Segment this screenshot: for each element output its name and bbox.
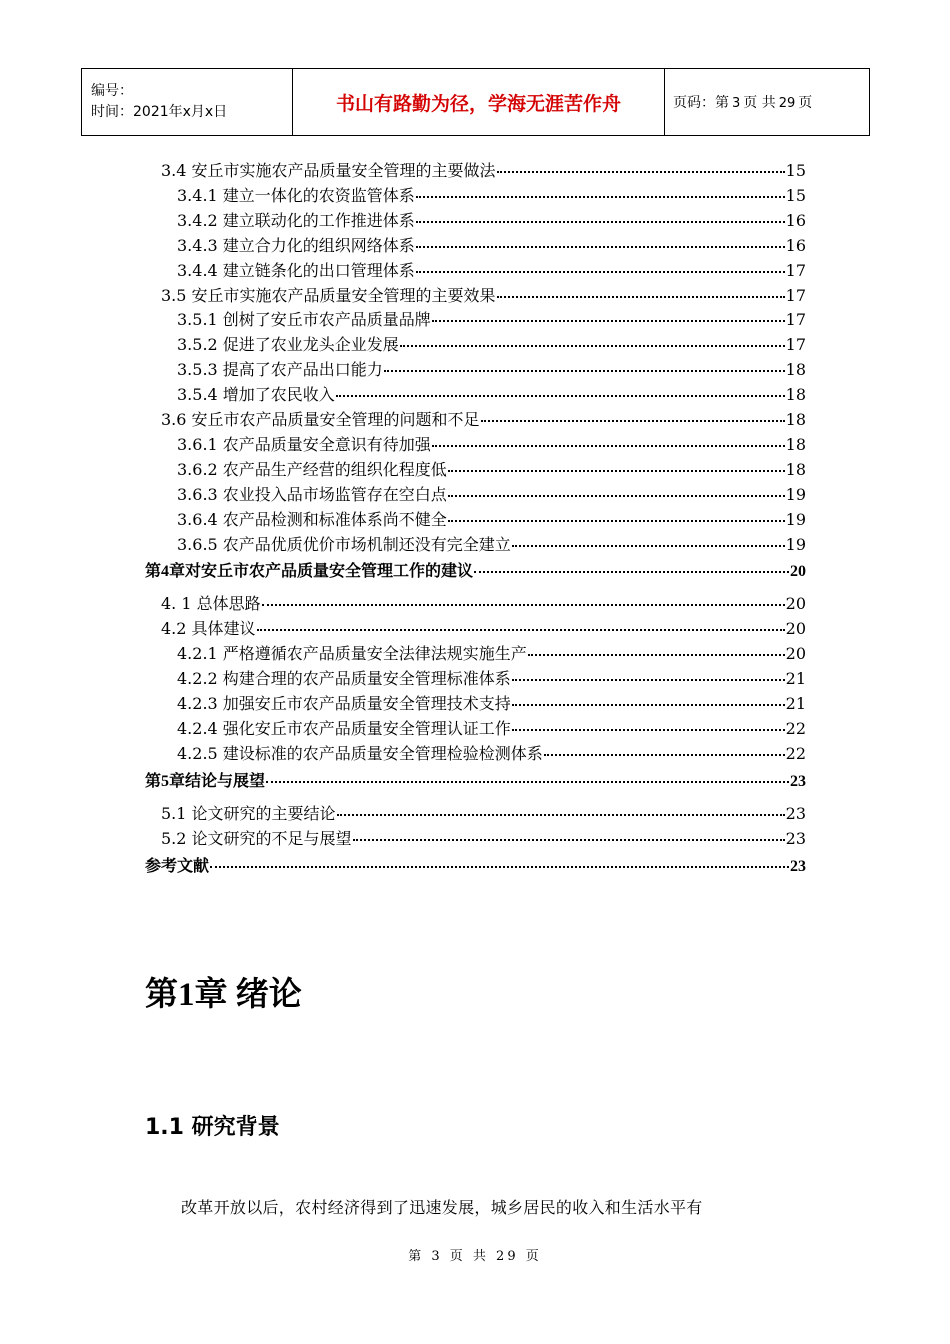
toc-entry-page: 18 (785, 434, 806, 454)
toc-entry-title: 4.2.5 建设标准的农产品质量安全管理检验检测体系 (177, 743, 543, 763)
toc-dot-leader (262, 604, 785, 606)
toc-entry-page: 17 (785, 310, 806, 330)
page-footer: 第 3 页 共 29 页 (408, 1249, 542, 1264)
toc-entry-page: 17 (785, 260, 806, 280)
toc-entry-page: 22 (785, 718, 806, 738)
toc-entry-title: 4. 1 总体思路 (161, 594, 261, 614)
toc-entry-title: 第4章对安丘市农产品质量安全管理工作的建议 (145, 563, 474, 581)
toc-entry[interactable] (177, 434, 806, 456)
toc-entry-page: 18 (785, 410, 806, 429)
toc-dot-leader (210, 866, 789, 868)
toc-entry[interactable] (177, 210, 806, 232)
toc-dot-leader (448, 470, 785, 472)
toc-entry-page: 18 (785, 360, 806, 380)
toc-dot-leader (448, 520, 785, 522)
toc-entry[interactable] (145, 771, 806, 793)
header-motto: 书山有路勤为径，学海无涯苦作舟 (293, 69, 665, 136)
toc-dot-leader (416, 221, 785, 223)
section-title: 1.1 研究背景 (145, 1115, 280, 1140)
toc-entry-title: 3.6.5 农产品优质优价市场机制还没有完全建立 (177, 534, 511, 554)
toc-entry-page: 16 (785, 210, 806, 230)
toc-entry-page: 15 (785, 185, 806, 205)
toc-entry[interactable] (177, 643, 806, 665)
toc-entry-title: 4.2 具体建议 (161, 619, 256, 639)
toc-dot-leader (400, 345, 785, 347)
toc-entry[interactable] (161, 618, 806, 640)
toc-entry[interactable] (177, 359, 806, 381)
header-page-total: 29 (778, 96, 796, 111)
toc-entry-title: 3.5.3 提高了农产品出口能力 (177, 360, 383, 380)
body-paragraph: 改革开放以后，农村经济得到了迅速发展，城乡居民的收入和生活水平有 (181, 1198, 703, 1217)
toc-dot-leader (353, 839, 785, 841)
toc-entry-title: 3.5.2 促进了农业龙头企业发展 (177, 335, 399, 355)
toc-entry-page: 18 (785, 385, 806, 405)
toc-entry-page: 20 (785, 594, 806, 614)
toc-entry-page: 23 (785, 828, 806, 848)
toc-entry-title: 3.5.4 增加了农民收入 (177, 385, 335, 405)
toc-entry-title: 3.4.4 建立链条化的出口管理体系 (177, 260, 415, 280)
toc-entry-title: 3.5.1 创树了安丘市农产品质量品牌 (177, 310, 431, 330)
toc-dot-leader (384, 370, 785, 372)
toc-entry-page: 20 (785, 619, 806, 639)
header-page-prefix: 页码：第 (673, 95, 729, 111)
page-header (81, 68, 870, 136)
header-page-current: 3 (732, 96, 741, 111)
toc-entry[interactable] (161, 409, 806, 431)
header-meta (82, 69, 293, 136)
toc-entry-page: 20 (785, 644, 806, 664)
toc-entry-page: 21 (785, 694, 806, 713)
toc-entry-page: 22 (785, 743, 806, 763)
toc-dot-leader (528, 654, 785, 656)
toc-entry-title: 3.4.3 建立合力化的组织网络体系 (177, 235, 415, 255)
toc-entry[interactable] (177, 309, 806, 331)
toc-dot-leader (481, 420, 785, 422)
toc-entry[interactable] (177, 334, 806, 356)
toc-entry-title: 3.6.3 农业投入品市场监管存在空白点 (177, 484, 447, 504)
toc-entry-page: 23 (790, 772, 806, 790)
toc-entry-title: 参考文献 (145, 857, 210, 875)
toc-dot-leader (337, 814, 785, 816)
toc-dot-leader (512, 545, 785, 547)
toc-entry[interactable] (177, 668, 806, 690)
toc-entry-title: 4.2.3 加强安丘市农产品质量安全管理技术支持 (177, 694, 511, 713)
toc-entry-page: 16 (785, 235, 806, 255)
header-page-suffix: 页 (798, 95, 813, 111)
toc-dot-leader (497, 296, 785, 298)
toc-entry[interactable] (177, 509, 806, 531)
toc-dot-leader (512, 679, 785, 681)
toc-entry[interactable] (161, 828, 806, 850)
toc-entry[interactable] (161, 285, 806, 307)
toc-entry[interactable] (145, 856, 806, 878)
toc-entry-title: 3.4.2 建立联动化的工作推进体系 (177, 210, 415, 230)
toc-entry-title: 4.2.1 严格遵循农产品质量安全法律法规实施生产 (177, 644, 527, 664)
toc-entry[interactable] (161, 160, 806, 182)
toc-dot-leader (448, 495, 785, 497)
toc-entry-page: 21 (785, 669, 806, 689)
toc-entry[interactable] (177, 484, 806, 506)
toc-entry-page: 17 (785, 285, 806, 305)
toc-dot-leader (474, 571, 789, 573)
chapter-title: 第1章 绪论 (145, 977, 302, 1013)
toc-dot-leader (432, 320, 785, 322)
toc-entry[interactable] (177, 743, 806, 765)
toc-entry-title: 4.2.2 构建合理的农产品质量安全管理标准体系 (177, 669, 511, 689)
toc-entry[interactable] (177, 693, 806, 715)
header-page-mid: 页 共 (743, 95, 776, 111)
toc-dot-leader (544, 754, 785, 756)
toc-dot-leader (416, 271, 785, 273)
toc-entry-title: 3.5 安丘市实施农产品质量安全管理的主要效果 (161, 285, 496, 305)
toc-entry[interactable] (177, 384, 806, 406)
toc-entry[interactable] (177, 718, 806, 740)
toc-entry-title: 3.6.1 农产品质量安全意识有待加强 (177, 434, 431, 454)
toc-entry-title: 3.4 安丘市实施农产品质量安全管理的主要做法 (161, 161, 496, 180)
toc-entry-title: 5.2 论文研究的不足与展望 (161, 828, 352, 848)
toc-entry[interactable] (177, 260, 806, 282)
toc-entry-page: 19 (785, 509, 806, 529)
toc-dot-leader (266, 781, 789, 783)
toc-entry-title: 3.4.1 建立一体化的农资监管体系 (177, 185, 415, 205)
toc-entry-page: 23 (785, 803, 806, 823)
toc-entry-page: 18 (785, 459, 806, 479)
toc-entry[interactable] (177, 459, 806, 481)
toc-dot-leader (416, 246, 785, 248)
toc-entry-title: 5.1 论文研究的主要结论 (161, 803, 336, 823)
toc-entry-page: 15 (785, 161, 806, 180)
toc-entry-page: 19 (785, 484, 806, 504)
toc-entry-title: 3.6.4 农产品检测和标准体系尚不健全 (177, 509, 447, 529)
header-time-label: 时间：2021年x月x日 (91, 104, 228, 120)
toc-entry[interactable] (145, 561, 806, 583)
toc-entry-page: 19 (785, 534, 806, 554)
toc-entry-title: 3.6 安丘市农产品质量安全管理的问题和不足 (161, 410, 480, 429)
toc-dot-leader (512, 729, 785, 731)
toc-entry[interactable] (177, 185, 806, 207)
toc-entry[interactable] (177, 534, 806, 556)
toc-dot-leader (432, 445, 785, 447)
toc-dot-leader (497, 171, 785, 173)
toc-dot-leader (257, 629, 785, 631)
toc-entry[interactable] (161, 593, 806, 615)
header-code-label: 编号： (91, 83, 133, 99)
toc-entry-title: 4.2.4 强化安丘市农产品质量安全管理认证工作 (177, 718, 511, 738)
toc-entry-page: 17 (785, 335, 806, 355)
toc-entry[interactable] (161, 803, 806, 825)
toc-dot-leader (336, 395, 785, 397)
toc-entry-title: 3.6.2 农产品生产经营的组织化程度低 (177, 459, 447, 479)
header-page-info (665, 69, 870, 136)
toc-entry[interactable] (177, 235, 806, 257)
toc-dot-leader (512, 704, 785, 706)
toc-entry-page: 20 (790, 563, 806, 581)
toc-entry-title: 第5章结论与展望 (145, 772, 266, 790)
toc-dot-leader (416, 196, 785, 198)
toc-entry-page: 23 (790, 857, 806, 875)
